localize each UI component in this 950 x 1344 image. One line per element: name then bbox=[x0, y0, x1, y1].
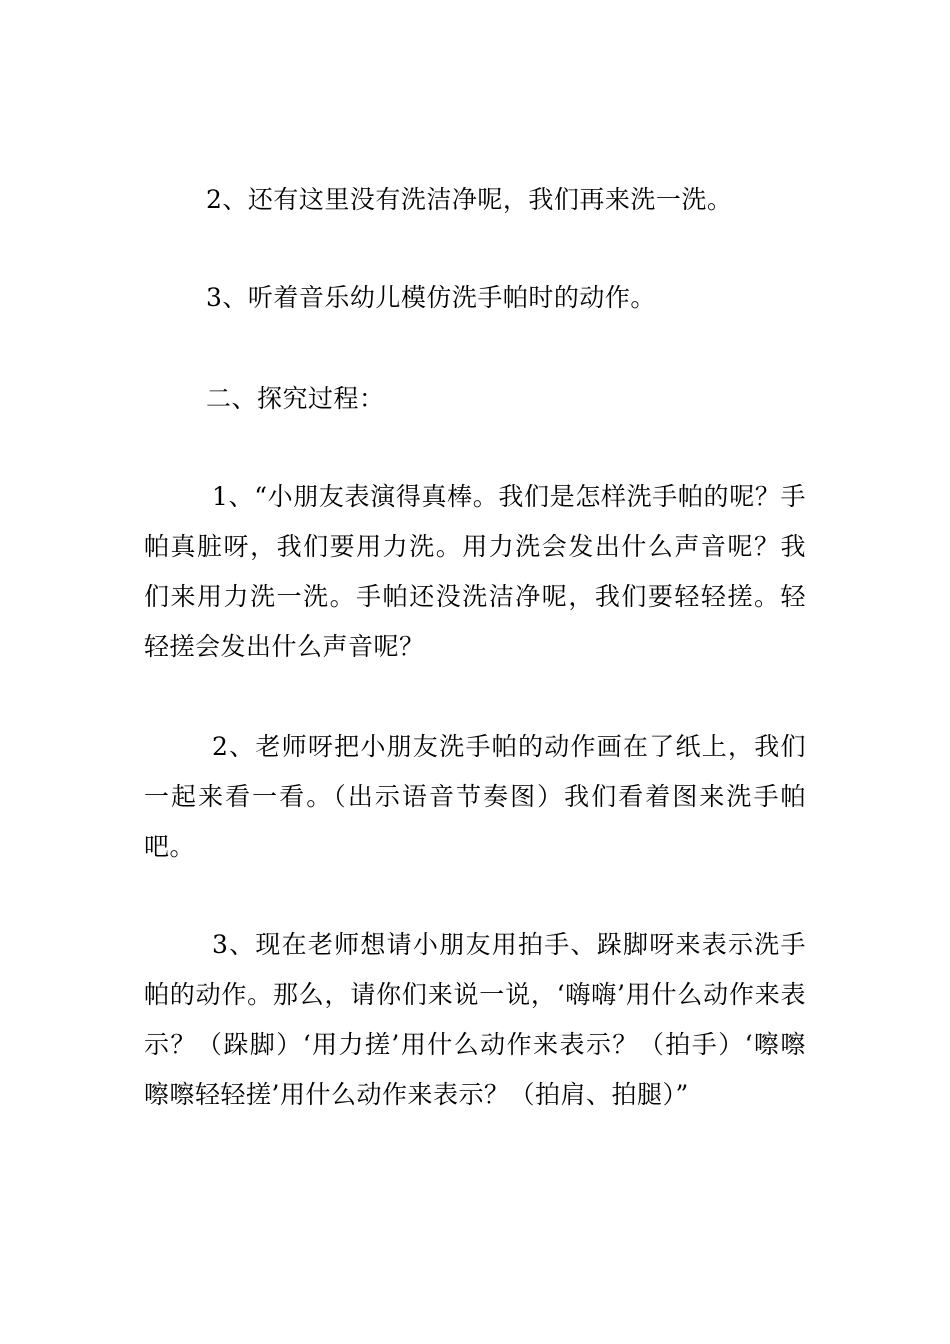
paragraph-step-3-music-imitation: 3、听着音乐幼儿模仿洗手帕时的动作。 bbox=[206, 283, 656, 312]
paragraph-exploration-3: 3、现在老师想请小朋友用拍手、跺脚呀来表示洗手帕的动作。那么，请你们来说一说，‘嗨嗨’用什么动作来表示？（跺脚）‘用力搓’用什么动作来表示？（拍手）‘嚓嚓嚓嚓轻轻搓’用什么动作来表示？（拍肩、拍腿）” bbox=[144, 930, 806, 1109]
paragraph-exploration-2: 2、老师呀把小朋友洗手帕的动作画在了纸上，我们一起来看一看。（出示语音节奏图）我们看着图来洗手帕吧。 bbox=[144, 732, 806, 861]
section-heading-exploration: 二、探究过程： bbox=[206, 384, 385, 413]
paragraph-exploration-1: 1、“小朋友表演得真棒。我们是怎样洗手帕的呢？手帕真脏呀，我们要用力洗。用力洗会发出什么声音呢？我们来用力洗一洗。手帕还没洗洁净呢，我们要轻轻搓。轻轻搓会发出什么声音呢？ bbox=[144, 482, 806, 661]
paragraph-step-2-wash-again: 2、还有这里没有洗洁净呢，我们再来洗一洗。 bbox=[206, 185, 733, 214]
